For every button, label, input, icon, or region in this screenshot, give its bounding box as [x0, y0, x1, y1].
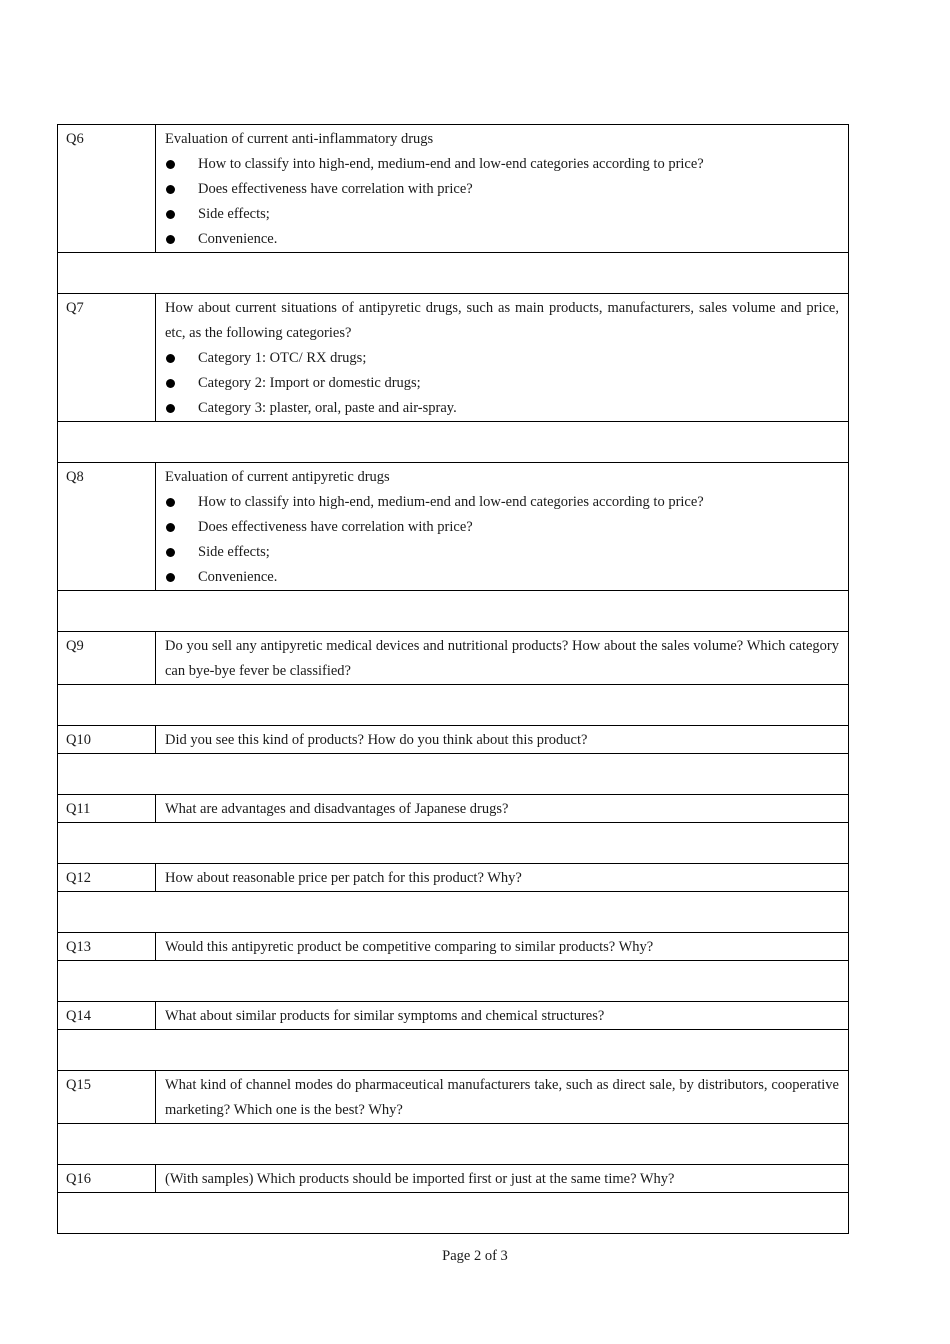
question-number: Q11	[58, 795, 156, 823]
question-row	[58, 294, 849, 422]
question-row	[58, 463, 849, 591]
answer-row	[58, 754, 849, 795]
bullet-item: Convenience.	[165, 227, 839, 252]
answer-field[interactable]	[58, 961, 849, 1002]
answer-row	[58, 892, 849, 933]
question-text: Evaluation of current anti-inflammatory drugs	[165, 131, 434, 147]
answer-row	[58, 253, 849, 294]
question-cell	[156, 463, 849, 591]
question-number: Q7	[58, 294, 156, 422]
question-number: Q13	[58, 933, 156, 961]
answer-field[interactable]	[58, 1030, 849, 1071]
question-number: Q15	[58, 1071, 156, 1124]
page-footer: Page 2 of 3	[442, 1248, 508, 1264]
question-row	[58, 1165, 849, 1193]
answer-row	[58, 685, 849, 726]
bullet-item: Category 3: plaster, oral, paste and air-spray.	[165, 396, 839, 421]
question-text: How about reasonable price per patch for this product? Why?	[165, 870, 522, 886]
question-row	[58, 933, 849, 961]
question-cell	[156, 933, 849, 961]
answer-row	[58, 1193, 849, 1234]
answer-field[interactable]	[58, 823, 849, 864]
question-row	[58, 864, 849, 892]
question-row	[58, 632, 849, 685]
answer-row	[58, 823, 849, 864]
question-text: Did you see this kind of products? How do you think about this product?	[165, 732, 588, 748]
question-row	[58, 726, 849, 754]
answer-row	[58, 1124, 849, 1165]
answer-row	[58, 1030, 849, 1071]
bullet-item: Category 1: OTC/ RX drugs;	[165, 346, 839, 371]
question-text: Would this antipyretic product be competitive comparing to similar products? Why?	[165, 939, 654, 955]
question-row	[58, 1071, 849, 1124]
question-number: Q14	[58, 1002, 156, 1030]
question-cell	[156, 795, 849, 823]
question-number: Q12	[58, 864, 156, 892]
question-text: What about similar products for similar symptoms and chemical structures?	[165, 1008, 605, 1024]
question-cell	[156, 1071, 849, 1124]
bullet-item: How to classify into high-end, medium-end and low-end categories according to price?	[165, 490, 839, 515]
question-cell	[156, 294, 849, 422]
question-text: Evaluation of current antipyretic drugs	[165, 469, 390, 485]
answer-field[interactable]	[58, 1124, 849, 1165]
questionnaire-table	[57, 124, 849, 1234]
question-number: Q6	[58, 125, 156, 253]
question-text: What kind of channel modes do pharmaceutical manufacturers take, such as direct sale, by distributors, cooperative marketing? Which one is the best? Why?	[165, 1077, 839, 1118]
bullet-list	[165, 346, 839, 421]
questionnaire-body	[58, 125, 849, 1234]
question-cell	[156, 864, 849, 892]
question-text: (With samples) Which products should be imported first or just at the same time? Why?	[165, 1171, 675, 1187]
answer-field[interactable]	[58, 591, 849, 632]
answer-row	[58, 961, 849, 1002]
bullet-item: Convenience.	[165, 565, 839, 590]
question-text: How about current situations of antipyretic drugs, such as main products, manufacturers, sales volume and price, etc, as the following categories?	[165, 300, 839, 341]
answer-field[interactable]	[58, 892, 849, 933]
question-number: Q16	[58, 1165, 156, 1193]
question-cell	[156, 1165, 849, 1193]
question-number: Q10	[58, 726, 156, 754]
bullet-item: How to classify into high-end, medium-end and low-end categories according to price?	[165, 152, 839, 177]
question-row	[58, 1002, 849, 1030]
answer-field[interactable]	[58, 1193, 849, 1234]
answer-field[interactable]	[58, 422, 849, 463]
question-number: Q9	[58, 632, 156, 685]
question-row	[58, 125, 849, 253]
question-text: What are advantages and disadvantages of Japanese drugs?	[165, 801, 509, 817]
answer-row	[58, 422, 849, 463]
question-text: Do you sell any antipyretic medical devices and nutritional products? How about the sales volume? Which category can bye-bye fever be classified?	[165, 638, 839, 679]
bullet-list	[165, 152, 839, 252]
question-cell	[156, 726, 849, 754]
question-row	[58, 795, 849, 823]
question-cell	[156, 125, 849, 253]
bullet-item: Category 2: Import or domestic drugs;	[165, 371, 839, 396]
bullet-item: Does effectiveness have correlation with price?	[165, 177, 839, 202]
answer-field[interactable]	[58, 253, 849, 294]
answer-row	[58, 591, 849, 632]
answer-field[interactable]	[58, 685, 849, 726]
answer-field[interactable]	[58, 754, 849, 795]
bullet-item: Side effects;	[165, 202, 839, 227]
question-cell	[156, 1002, 849, 1030]
question-number: Q8	[58, 463, 156, 591]
bullet-item: Does effectiveness have correlation with price?	[165, 515, 839, 540]
bullet-item: Side effects;	[165, 540, 839, 565]
question-cell	[156, 632, 849, 685]
bullet-list	[165, 490, 839, 590]
